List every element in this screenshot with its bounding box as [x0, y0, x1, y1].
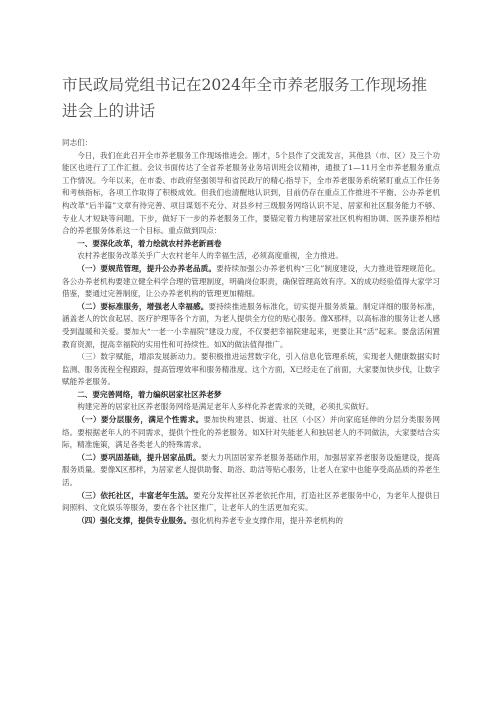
paragraph-text: 要持续推进服务标准化，切实提升服务质量。制定详细的服务标准，涵盖老人的饮食起居、医疗护理等各个方面，为老人提供全方位的贴心服务。像X那样，以高标准的服务让老人感受到温暖和关爱。要加大“一老一小幸福院”建设力度，不仅要把幸福院建起来，更要让其“活”起来。要盘活闲置教育资源，提高幸福院的实用性和可持续性。如X的做法值得推广。: [62, 301, 441, 349]
body-paragraph: [62, 490, 440, 515]
body-paragraph: [62, 150, 440, 238]
body-paragraph: [62, 351, 440, 389]
paragraph-heading: 二、要完善网络，着力编织居家社区养老梦: [77, 389, 222, 399]
body-paragraph: [62, 389, 440, 402]
paragraph-text: （三）数字赋能，增添发展新动力。要积极推进运营数字化，引入信息化管理系统，实现老人健康数据实时监测、服务流程全程跟踪，提高管理效率和服务精准度。这个方面，X已经走在了前面，大家要加快步伐，让数字赋能养老服务。: [62, 352, 440, 387]
salutation: 同志们：: [62, 138, 93, 147]
document-body: [62, 137, 440, 527]
paragraph-text: 要充分发挥社区养老依托作用，打造社区养老服务中心，为老年人提供日间照料、文化娱乐等服务，要在各个社区推广，让老年人的生活更加充实。: [62, 490, 441, 513]
body-paragraph: [62, 414, 440, 452]
body-paragraph: [62, 515, 440, 528]
paragraph-text: 农村养老服务改革关乎广大农村老年人的幸福生活，必须高度重视，全力推进。: [77, 251, 343, 261]
body-paragraph: [62, 250, 440, 263]
paragraph-text: 要加快构建县、街道、社区（小区）并向家庭延伸的分层分类服务网络。要根据老年人的不同需求，提供个性化的养老服务。如X针对失能老人和独居老人的不同做法，大家要结合实际，精准施策，满足各类老人的特殊需求。: [62, 415, 441, 450]
body-paragraph: [62, 238, 440, 251]
paragraph-text: 今日，我们在此召开全市养老服务工作现场推进会。刚才，5个县作了交流发言，其他县（市、区）及三个功能区也进行了工作汇报。会议书面传达了全省养老服务业务培训班会议精神，通报了1—11月全市养老服务重点工作情况。今年以来，在市委、市政府坚强领导和省民政厅的精心指导下，全市养老服务系统紧盯重点工作任务和考核指标，各项工作取得了积极成效。但我们也清醒地认识到，目前仍存在重点工作推进不平衡、公办养老机构改革“后半篇”文章有待完善、项目谋划不充分、对县乡村三级服务网络认识不足、居家和社区服务能力不够、专业人才短缺等问题。下步，做好下一步的养老服务工作，要锚定着力构建居家社区机构相协调、医养康养相结合的养老服务体系这一个目标。重点做到四点：: [62, 150, 440, 236]
paragraph-heading: （一）要分层服务，满足个性需求。: [77, 415, 204, 425]
paragraph-heading: （三）依托社区，丰富老年生活。: [77, 490, 194, 500]
paragraph-heading: 一、要深化改革，着力绘就农村养老新画卷: [77, 238, 222, 248]
paragraph-heading: （二）要标准服务，增强老人幸福感。: [77, 301, 209, 311]
paragraph-heading: （四）强化支撑，提供专业服务。: [77, 515, 192, 525]
paragraph-text: 构建完善的居家社区养老服务网络是满足老年人多样化养老需求的关键，必须扎实做好。: [77, 402, 374, 412]
body-paragraph: [62, 301, 440, 351]
body-paragraph: [62, 263, 440, 301]
paragraph-text: 要大力巩固居家养老服务基础作用，加强居家养老服务设施建设，提高服务质量。要像X区那样，为居家老人提供助餐、助浴、助洁等贴心服务，让老人在家中也能享受高品质的养老生活。: [62, 452, 441, 488]
paragraph-heading: （一）要规范管理，提升公办养老品质。: [77, 263, 217, 273]
paragraph-text: 要持续加强公办养老机构“三化”制度建设，大力推进管理规范化。各公办养老机构要建立健全科学合理的管理制度，明确岗位职责，确保管理高效有序。X的成功经验值得大家学习借鉴，要通过完善制度，让公办养老机构的管理更加精细。: [62, 263, 441, 299]
paragraph-heading: （二）要巩固基础，提升居家品质。: [77, 452, 201, 462]
body-paragraph: [62, 401, 440, 414]
body-paragraph: [62, 452, 440, 490]
paragraph-text: 强化机构养老专业支撑作用，提升养老机构的: [191, 515, 343, 525]
document-title: 市民政局党组书记在2024年全市养老服务工作现场推进会上的讲话: [62, 76, 427, 120]
